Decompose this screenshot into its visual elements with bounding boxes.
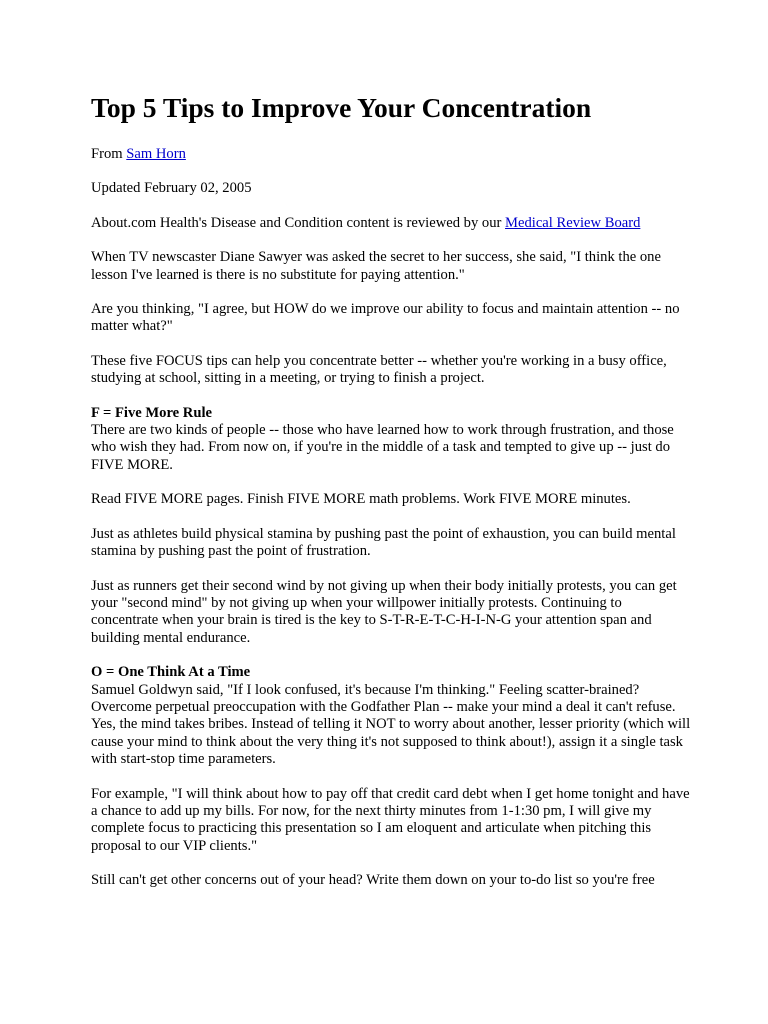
- section-heading-one-think: O = One Think At a Time: [91, 664, 251, 681]
- author-link[interactable]: Sam Horn: [126, 146, 186, 162]
- section-five-more-paragraph-3: Just as runners get their second wind by not giving up when their body initially protests, you can get your "second mind" by not giving up when your willpower initially protests. Continuing to concentrate when your brain is tired is the key to S-T-R-E-T-C-H-I-N-G your attention span and building mental endurance.: [91, 577, 677, 646]
- review-text: About.com Health's Disease and Condition content is reviewed by our: [91, 214, 506, 231]
- paragraph-intro-2: Are you thinking, "I agree, but HOW do we improve our ability to focus and maintain attention -- no matter what?": [91, 301, 680, 335]
- page-title: Top 5 Tips to Improve Your Concentration: [91, 92, 592, 123]
- article: [91, 88, 691, 907]
- paragraph-intro-3: These five FOCUS tips can help you concentrate better -- whether you're working in a busy office, studying at school, sitting in a meeting, or trying to finish a project.: [91, 352, 667, 387]
- section-one-think-paragraph-1: For example, "I will think about how to pay off that credit card debt when I get home tonight and have a chance to add up my bills. For now, for the next thirty minutes from 1-1:30 pm, I will give my complete focus to practicing this presentation so I am eloquent and articulate when pitching this proposal to our VIP clients.": [91, 785, 690, 854]
- review-note: [91, 215, 691, 232]
- section-one-think: [91, 664, 691, 768]
- section-one-think-paragraph-2: Still can't get other concerns out of your head? Write them down on your to-do list so you're free: [91, 872, 655, 889]
- section-five-more-paragraph-1: Read FIVE MORE pages. Finish FIVE MORE math problems. Work FIVE MORE minutes.: [91, 491, 631, 508]
- byline: [91, 146, 691, 163]
- paragraph-intro-1: When TV newscaster Diane Sawyer was asked the secret to her success, she said, "I think the one lesson I've learned is there is no substitute for paying attention.": [91, 249, 661, 283]
- section-heading-five-more: F = Five More Rule: [91, 404, 212, 421]
- medical-review-board-link[interactable]: Medical Review Board: [505, 214, 641, 231]
- section-one-think-intro: Samuel Goldwyn said, "If I look confused, it's because I'm thinking." Feeling scatter-brained? Overcome perpetual preoccupation with the Godfather Plan -- make your mind a deal it can't refuse. Yes, the mind takes bribes. Instead of telling it NOT to worry about another, lesser priority (which will cause your mind to think about the very thing it's not supposed to think about!), assign it a single task with start-stop time parameters.: [91, 681, 691, 768]
- section-five-more: [91, 405, 691, 475]
- byline-prefix: From: [91, 146, 127, 162]
- section-five-more-intro: There are two kinds of people -- those who have learned how to work through frustration, and those who wish they had. From now on, if you're in the middle of a task and tempted to give up -- just do FIVE MORE.: [91, 422, 674, 473]
- section-five-more-paragraph-2: Just as athletes build physical stamina by pushing past the point of exhaustion, you can build mental stamina by pushing past the point of frustration.: [91, 525, 676, 560]
- updated-date: Updated February 02, 2005: [91, 180, 252, 197]
